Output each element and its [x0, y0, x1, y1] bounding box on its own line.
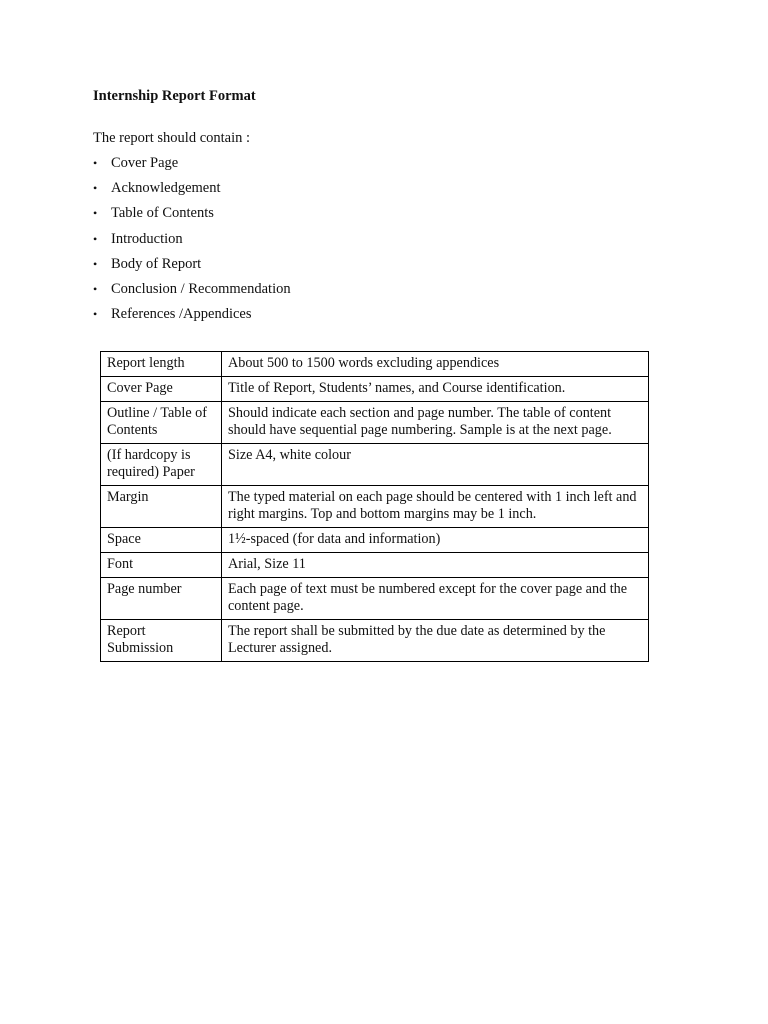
table-row — [101, 402, 649, 444]
table-row-value: Size A4, white colour — [222, 444, 649, 486]
list-item — [93, 255, 291, 280]
list-item — [93, 154, 291, 179]
table-row-label: Page number — [101, 578, 222, 620]
table-row-label: Report Submission — [101, 620, 222, 662]
table-row-label: (If hardcopy is required) Paper — [101, 444, 222, 486]
bullet-icon: • — [93, 206, 98, 221]
bullet-icon: • — [93, 307, 98, 322]
table-row-value: The typed material on each page should be centered with 1 inch left and right margins. Top and bottom margins may be 1 inch. — [222, 486, 649, 528]
table-row — [101, 528, 649, 553]
list-item-text: Acknowledgement — [111, 180, 221, 197]
bullet-icon: • — [93, 156, 98, 170]
list-item-text: Conclusion / Recommendation — [111, 280, 291, 297]
bullet-icon: • — [93, 256, 98, 271]
document-title: Internship Report Format — [93, 88, 256, 104]
table-row — [101, 444, 649, 486]
table-row-value: The report shall be submitted by the due date as determined by the Lecturer assigned. — [222, 620, 649, 662]
table-row — [101, 578, 649, 620]
table-row-label: Space — [101, 528, 222, 553]
list-item-text: References /Appendices — [111, 306, 252, 323]
table-row-label: Report length — [101, 352, 222, 377]
list-item-text: Table of Contents — [111, 205, 214, 222]
list-item — [93, 305, 291, 330]
list-item — [93, 230, 291, 255]
list-item-text: Cover Page — [111, 155, 179, 171]
table-row-label: Margin — [101, 486, 222, 528]
table-row-value: About 500 to 1500 words excluding appendices — [222, 352, 649, 377]
table-row-value: 1½-spaced (for data and information) — [222, 528, 649, 553]
table-row-label: Outline / Table of Contents — [101, 402, 222, 444]
table-row-value: Title of Report, Students’ names, and Course identification. — [222, 377, 649, 402]
contents-list — [93, 154, 291, 330]
bullet-icon: • — [93, 231, 98, 246]
table-row-label: Cover Page — [101, 377, 222, 402]
list-item — [93, 179, 291, 204]
table-row-value: Arial, Size 11 — [222, 553, 649, 578]
table-row — [101, 352, 649, 377]
bullet-icon: • — [93, 281, 98, 296]
requirements-table — [100, 351, 649, 662]
table-row-label: Font — [101, 553, 222, 578]
bullet-icon: • — [93, 181, 98, 196]
table-row — [101, 553, 649, 578]
list-item — [93, 204, 291, 229]
table-row — [101, 620, 649, 662]
table-row-value: Each page of text must be numbered except for the cover page and the content page. — [222, 578, 649, 620]
intro-text: The report should contain : — [93, 130, 251, 146]
list-item-text: Body of Report — [111, 255, 202, 272]
table-row — [101, 486, 649, 528]
list-item-text: Introduction — [111, 230, 183, 247]
table-row-value: Should indicate each section and page number. The table of content should have sequential page numbering. Sample is at the next page. — [222, 402, 649, 444]
table-row — [101, 377, 649, 402]
list-item — [93, 280, 291, 305]
